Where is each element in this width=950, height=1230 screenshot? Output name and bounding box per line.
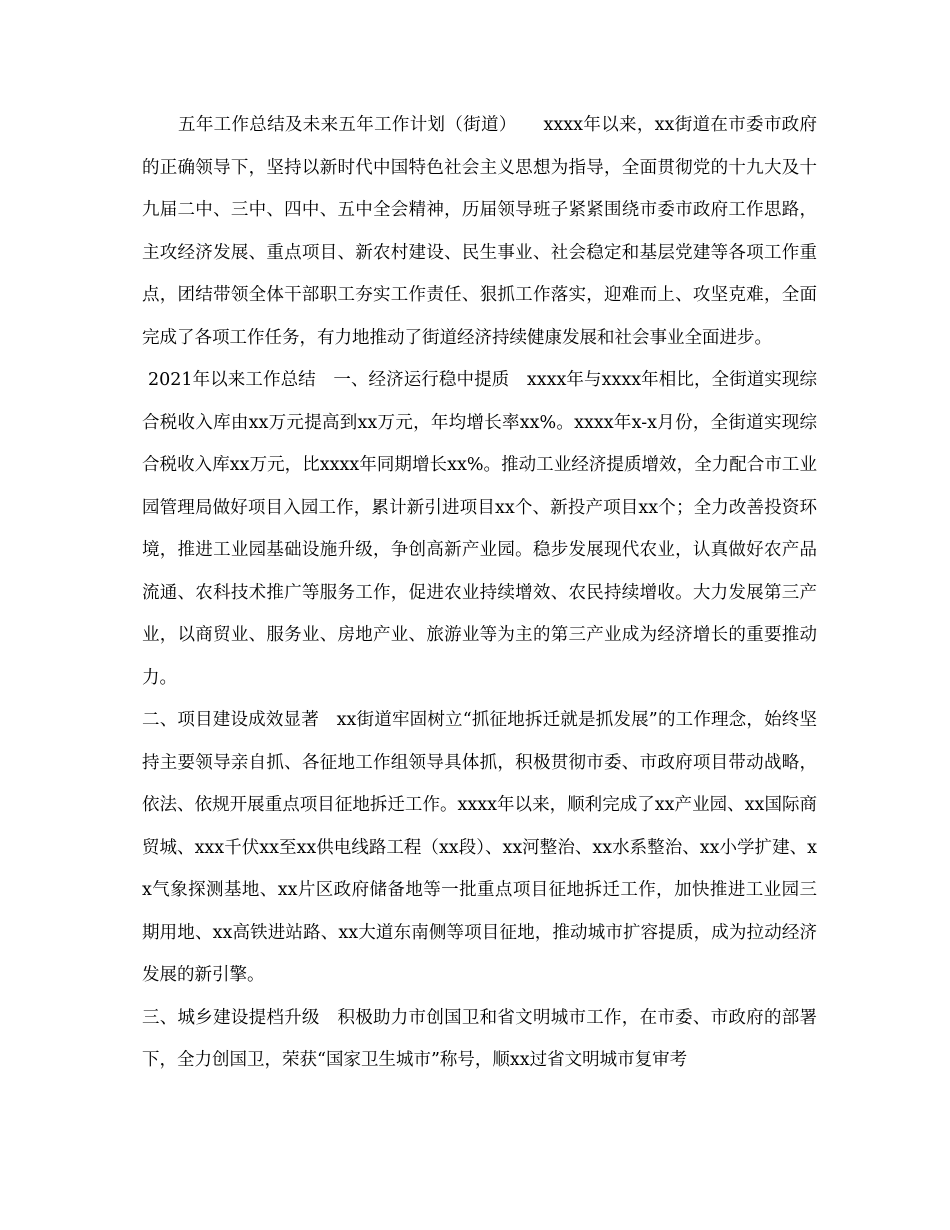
paragraph-projects: 二、项目建设成效显著 xx街道牢固树立“抓征地拆迁就是抓发展”的工作理念，始终坚持主要领导亲自抓、各征地工作组领导具体抓，积极贯彻市委、市政府项目带动战略，依法、依规开展重点项目征地拆迁工作。xxxx年以来，顺利完成了xx产业园、xx国际商贸城、xxx千伏xx至xx供电线路工程（xx段）、xx河整治、xx水系整治、xx小学扩建、xx气象探测基地、xx片区政府储备地等一批重点项目征地拆迁工作，加快推进工业园三期用地、xx高铁进站路、xx大道东南侧等项目征地，推动城市扩容提质，成为拉动经济发展的新引擎。 — [142, 710, 817, 985]
paragraph-economy: 2021年以来工作总结 一、经济运行稳中提质 xxxx年与xxxx年相比，全街道实现综合税收入库由xx万元提高到xx万元，年均增长率xx%。xxxx年x-x月份，全街道实现综合税收入库xx万元，比xxxx年同期增长xx%。推动工业经济提质增效，全力配合市工业园管理局做好项目入园工作，累计新引进项目xx个、新投产项目xx个；全力改善投资环境，推进工业园基础设施升级，争创高新产业园。稳步发展现代农业，认真做好农产品流通、农科技术推广等服务工作，促进农业持续增效、农民持续增收。大力发展第三产业，以商贸业、服务业、房地产业、旅游业等为主的第三产业成为经济增长的重要推动力。 — [142, 370, 817, 688]
document-body — [142, 104, 817, 1082]
paragraph-intro: 五年工作总结及未来五年工作计划（街道） xxxx年以来，xx街道在市委市政府的正确领导下，坚持以新时代中国特色社会主义思想为指导，全面贯彻党的十九大及十九届二中、三中、四中、五中全会精神，历届领导班子紧紧围绕市委市政府工作思路，主攻经济发展、重点项目、新农村建设、民生事业、社会稳定和基层党建等各项工作重点，团结带领全体干部职工夯实工作责任、狠抓工作落实，迎难而上、攻坚克难，全面完成了各项工作任务，有力地推动了街道经济持续健康发展和社会事业全面进步。 — [142, 115, 817, 348]
paragraph-urban-rural: 三、城乡建设提档升级 积极助力市创国卫和省文明城市工作，在市委、市政府的部署下，全力创国卫，荣获“国家卫生城市”称号，顺xx过省文明城市复审考 — [142, 1007, 817, 1070]
